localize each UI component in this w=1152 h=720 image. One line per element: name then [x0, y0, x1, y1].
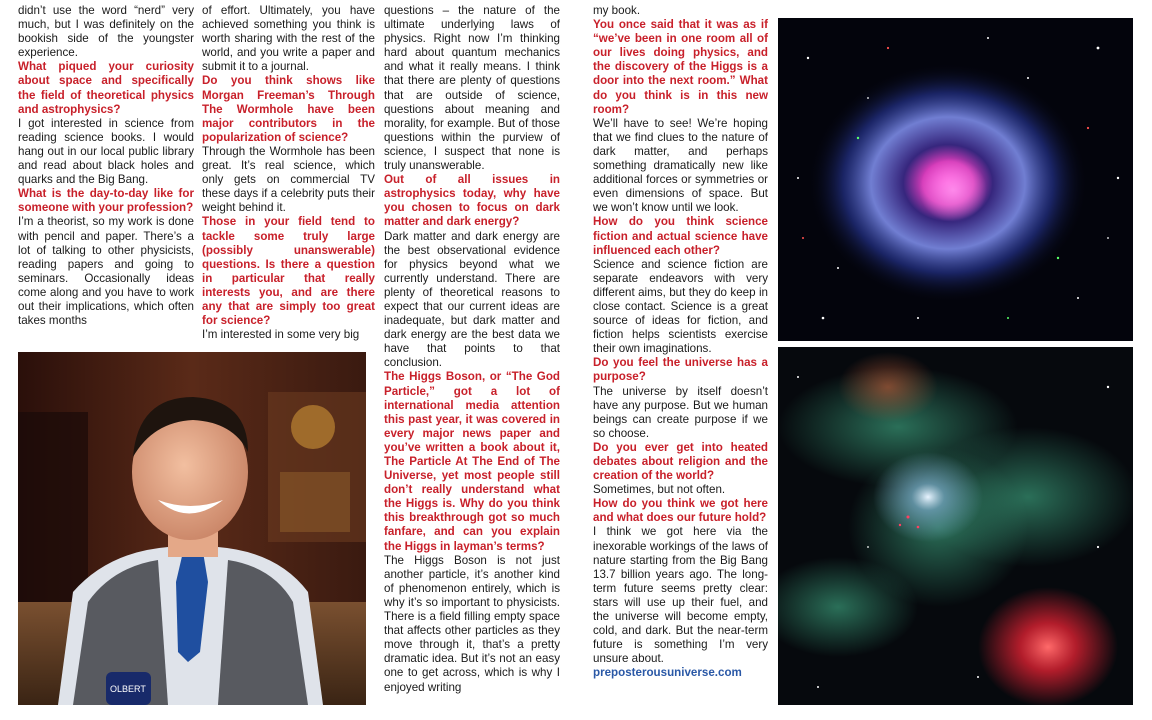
answer-text: Sometimes, but not often.: [593, 483, 726, 497]
dust-cloud-image: [778, 347, 1133, 705]
mug-label: OLBERT: [110, 684, 146, 694]
nebula-image: [778, 18, 1133, 341]
answer-text: Science and science fiction are separate endeavors with very different aims, but they do keep in close contact. Science is a great source of ideas for fiction, and fiction helps scientists exercise their own imaginations.: [593, 257, 768, 356]
answer-text: I got interested in science from reading science books. I would hang out in our local public library and read about black holes and quarks and the Big Bang.: [18, 116, 194, 187]
answer-text: Through the Wormhole has been great. It’s real science, which only gets on commercial TV these days if a celebrity puts their weight behind it.: [202, 144, 375, 215]
website-link[interactable]: preposterousuniverse.com: [593, 666, 742, 680]
text-column-2: [202, 4, 375, 342]
question-text: How do you think science fiction and actual science have influenced each other?: [593, 215, 768, 257]
question-text: How do you think we got here and what does our future hold?: [593, 497, 768, 525]
interview-photo: [18, 352, 366, 705]
question-text: What is the day-to-day like for someone with your profession?: [18, 187, 194, 215]
answer-text: The universe by itself doesn’t have any purpose. But we human beings can create purpose if we so choose.: [593, 384, 768, 440]
text-column-4: [593, 4, 768, 681]
answer-text: I think we got here via the inexorable workings of the laws of nature starting from the Big Bang 13.7 billion years ago. The long-term future seems pretty clear: stars will use up their fuel, and the universe will become empty, cold, and dark. But the near-term future is something I’m very unsure about.: [593, 525, 768, 666]
question-text: The Higgs Boson, or “The God Particle,” got a lot of international media attention this past year, it was covered in every major news paper and you’ve written a book about it, The Particle At The End of The Universe, yet most people still don’t really understand what the Higgs is. Why do you think this breakthrough got so much fanfare, and can you explain the Higgs in layman’s terms?: [384, 370, 560, 553]
question-text: Do you feel the universe has a purpose?: [593, 356, 768, 384]
question-text: Do you think shows like Morgan Freeman’s Through The Wormhole have been major contributors in the popularization of science?: [202, 74, 375, 144]
text-column-3: [384, 4, 560, 695]
answer-text: Dark matter and dark energy are the best observational evidence for physics beyond what we currently understand. There are plenty of theoretical reasons to expect that our current ideas are inadequate, but dark matter and dark energy are the best data we have that points to that conclusion.: [384, 229, 560, 370]
answer-text: of effort. Ultimately, you have achieved something you think is worth sharing with the rest of the world, and you write a paper and submit it to a journal.: [202, 4, 375, 74]
question-text: What piqued your curiosity about space and specifically the field of theoretical physics and astrophysics?: [18, 60, 194, 116]
answer-text: my book.: [593, 4, 641, 17]
text-column-1: [18, 4, 194, 328]
question-text: Those in your field tend to tackle some truly large (possibly unanswerable) questions. Is there a question in particular that really interests you, and are there any that are simply too great for science?: [202, 215, 375, 328]
question-text: Do you ever get into heated debates about religion and the creation of the world?: [593, 440, 768, 483]
answer-text: questions – the nature of the ultimate underlying laws of physics. Right now I’m thinking hard about quantum mechanics and what it really means. I think that there are plenty of questions that are outside of science, questions about meaning and morality, for example. But of those questions within the purview of science, I suspect that none is truly unanswerable.: [384, 4, 560, 173]
answer-text: The Higgs Boson is not just another particle, it’s another kind of phenomenon entirely, which is why it’s so important to physicists. There is a field filling empty space that affects other particles as they move through it, that’s a pretty dramatic idea. But it’s not an easy one to get across, which is why I enjoyed writing: [384, 553, 560, 694]
answer-text: We’ll have to see! We’re hoping that we find clues to the nature of dark matter, and perhaps something dramatically new like additional forces or symmetries or even dimensions of space. But we won’t know until we look.: [593, 116, 768, 215]
question-text: Out of all issues in astrophysics today, why have you chosen to focus on dark matter and dark energy?: [384, 173, 560, 229]
answer-text: I’m interested in some very big: [202, 328, 360, 342]
question-text: You once said that it was as if “we’ve been in one room all of our lives doing physics, and the discovery of the Higgs is a door into the next room.” What do you think is in this new room?: [593, 18, 768, 116]
answer-text: didn’t use the word “nerd” very much, but I was definitely on the bookish side of the youngster experience.: [18, 4, 194, 60]
answer-text: I’m a theorist, so my work is done with pencil and paper. There’s a lot of talking to other physicists, reading papers and going to seminars. Occasionally ideas come along and you have to work out their implications, which often takes months: [18, 215, 194, 328]
